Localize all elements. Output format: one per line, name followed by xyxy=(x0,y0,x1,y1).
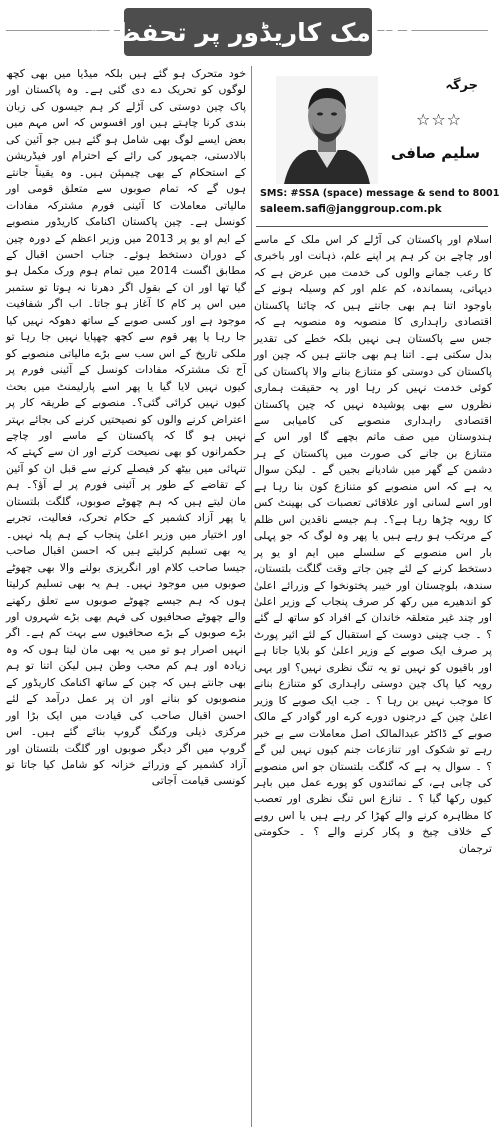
byline-divider xyxy=(256,226,488,227)
left-column-text: خود متحرک ہو گئے ہیں بلکہ میڈیا میں بھی کچھ لوگوں کو تحریک دے دی گئی ہے۔ وہ پاکستان اور پاک چین دوستی کی آڑلے کر ہم جیسوں کی زبان بندی کرنا چاہتے ہیں اور افسوس کہ اس مہم میں بعض ایسے لوگ بھی شامل ہو گئے ہیں جو آئین کی بالادستی، جمہور کی رائے کے احترام اور فیڈریشن کے استحکام کے بھی چیمپئن ہیں۔ وہ یقیناً جانتے ہوں گے کہ تمام صوبوں سے متعلق قومی اور مالیاتی معاملات کا آئینی فورم مشترکہ مفادات کونسل ہے۔ چین پاکستان اکنامک کاریڈور منصوبے کے ایم او یو پر 2013 میں وزیر اعظم کے دورہ چین کے دوران دستخط ہوئے۔ جناب احسن اقبال کے مطابق اگست 2014 میں تمام ہوم ورک مکمل ہو گیا تھا اور ان کے بقول اگر دھرنا نہ ہوتا تو ستمبر میں اس پر کام کا آغاز ہو جاتا۔ اب اگر شفافیت موجود ہے اور کسی صوبے کے ساتھ دھوکہ نہیں کیا جا رہا یا پھر قوم سے کچھ چھپایا نہیں جا رہا تو ملکی تاریخ کے اس سب سے بڑے مالیاتی منصوبے کو آج تک مشترکہ مفادات کونسل کے آئینی فورم پر کیوں نہیں لایا گیا یا پھر اسے پارلیمنٹ میں بحث کیوں نہیں کرائی گئی؟۔ منصوبے کے طریقہ کار پر اعتراض کرنے والوں کو نصیحتیں کرنے کی بجائے بہتر نہیں ہو گا کہ پاکستان کے ماسے اور چاچے حکمرانوں کو بھی نصیحت کرتے اور ان سے کہتے کہ تنہائی میں بیٹھ کر فیصلے کرنے سے قبل ان کو آئین کے تقاضے کے طور پر آئینی فورم پر لے آؤ؟۔ ہم مان لیتے ہیں کہ ہم چھوٹے صوبوں، گلگت بلتستان یا پھر آزاد کشمیر کے حکام تحرک، فعالیت، تجربے اور اختیار میں وزیر اعلیٰ پنجاب کے ہم پلہ نہیں۔ یہ بھی تسلیم کرلیتے ہیں کہ احسن اقبال صاحب جیسا صاحب کلام اور انگریزی بولنے والا بھی چھوٹے صوبوں میں موجود نہیں۔ ہم یہ بھی تسلیم کرلیتا ہوں کہ ہم جیسے چھوٹے صوبوں سے تعلق رکھنے والے چھوٹے صحافیوں کی فہم بھی بڑے شہروں اور بڑے صوبوں کے بڑے صحافیوں سے بہت کم ہے۔ اگر انہیں اصرار ہو تو میں یہ بھی مان لیتا ہوں کہ وہ زیادہ اور ہم کم محب وطن ہیں لیکن اتنا تو ہم بھی جانتے ہیں کہ چین کے ساتھ اکنامک کاریڈور کے منصوبوں کو بنانے اور ان پر عمل درآمد کے لئے احسن اقبال صاحب کی قیادت میں ایک بڑا اور مرکزی ذیلی ورکنگ گروپ بنائے گئے ہیں۔ اس گروپ میں اگر دیگر صوبوں اور گلگت بلتستان اور آزاد کشمیر کے وزرائے خزانہ کو شامل کیا جاتا تو کونسی قیامت آجاتی xyxy=(6,67,246,788)
author-email: saleem.safi@janggroup.com.pk xyxy=(260,203,442,215)
right-column-text: اسلام اور پاکستان کی آڑلے کر اس ملک کے ماسے اور چاچے بن کر ہم پر اپنے علم، ذہانت اور باخبری کا رعب جمانے والوں کی خدمت میں عرض ہے کہ دیہاتی، پسماندہ، کم علم اور کم وسیلہ ہونے کے باوجود اتنا ہم بھی جانتے ہیں کہ چائنا پاکستان اقتصادی راہداری کا منصوبہ وہ منصوبہ ہے کہ جس سے پاکستان ہی نہیں بلکہ خطے کی تقدیر بدل سکتی ہے۔ اتنا ہم بھی جانتے ہیں کہ چین اور پاکستان کی دوستی کو متنازع بنانے والا پاکستان کی کوئی خدمت نہیں کر رہا اور یہ حقیقت ہماری نظروں سے بھی پوشیدہ نہیں کہ چین پاکستان اقتصادی راہداری منصوبے کی کامیابی سے ہندوستان میں صف ماتم بچھے گا اور اس کے متنازع بن جانے کی صورت میں پاکستان کے ہر دشمن کے گھر میں شادیانے بجیں گے ۔ لیکن سوال یہ ہے کہ اس منصوبے کو متنازع کون بنا رہا ہے اور اسے لسانی اور علاقائی تعصبات کی بھینٹ کس کا رویہ چڑھا رہا ہے؟۔ ہم جیسے ناقدین اس ظلم کے مرتکب ہو رہے ہیں یا پھر وہ لوگ کہ جو پہلی بار اس منصوبے کے سلسلے میں ایم او یو پر دستخط کرنے کے لئے چین جاتے وقت گلگت بلتستان، سندھ، بلوچستان اور خیبر پختونخوا کے وزرائے اعلیٰ کو اندھیرے میں رکھ کر صرف پنجاب کے وزیر اعلیٰ اور چند غیر متعلقہ خاندان کے افراد کو ساتھ لے گئے ؟ ۔ جب چینی دوست کے استقبال کے لئے ائیر پورٹ پر صرف ایک صوبے کے وزیر اعلیٰ کو بلایا جاتا ہے اور باقیوں کو نہیں تو یہ تنگ نظری نہیں؟ اور یہی رویہ کیا پاک چین دوستی راہداری کو متنازع بنانے کا موجب نہیں بن رہا ؟ ۔ جب ایک صوبے کا وزیر اعلیٰ چین کے درجنوں دورے کرے اور گوادر کے مالک صوبے کے ڈاکٹر عبدالمالک اصل معاملات سے بے خبر رہے تو شکوک اور تنازعات جنم کیوں نہیں لیں گے ؟ ۔ سوال یہ ہے کہ گلگت بلتستان جو اس منصوبے کی چابی ہے، کے نمائندوں کو پورے عمل میں باہر کیوں رکھا گیا ؟ ۔ تنازع اس تنگ نظری اور تعصب کا مظاہرہ کرنے والے کھڑا کر رہے ہیں یا اس رویے کے خلاف چیخ و پکار کرنے والے ؟ ۔ حکومتی ترجمان xyxy=(254,233,492,855)
rating-stars: ☆☆☆ xyxy=(415,110,462,129)
column-name: جرگہ xyxy=(445,78,478,93)
headline-banner xyxy=(82,8,414,56)
byline-box xyxy=(256,70,499,230)
sms-info: SMS: #SSA (space) message & send to 8001 xyxy=(260,188,499,199)
author-name: سلیم صافی xyxy=(390,144,480,162)
headline: اکنامک کاریڈور پر تحفظات xyxy=(82,17,414,47)
author-photo xyxy=(276,76,378,184)
author-portrait-image xyxy=(276,76,378,184)
right-column xyxy=(254,232,492,1127)
left-column xyxy=(6,66,252,1127)
